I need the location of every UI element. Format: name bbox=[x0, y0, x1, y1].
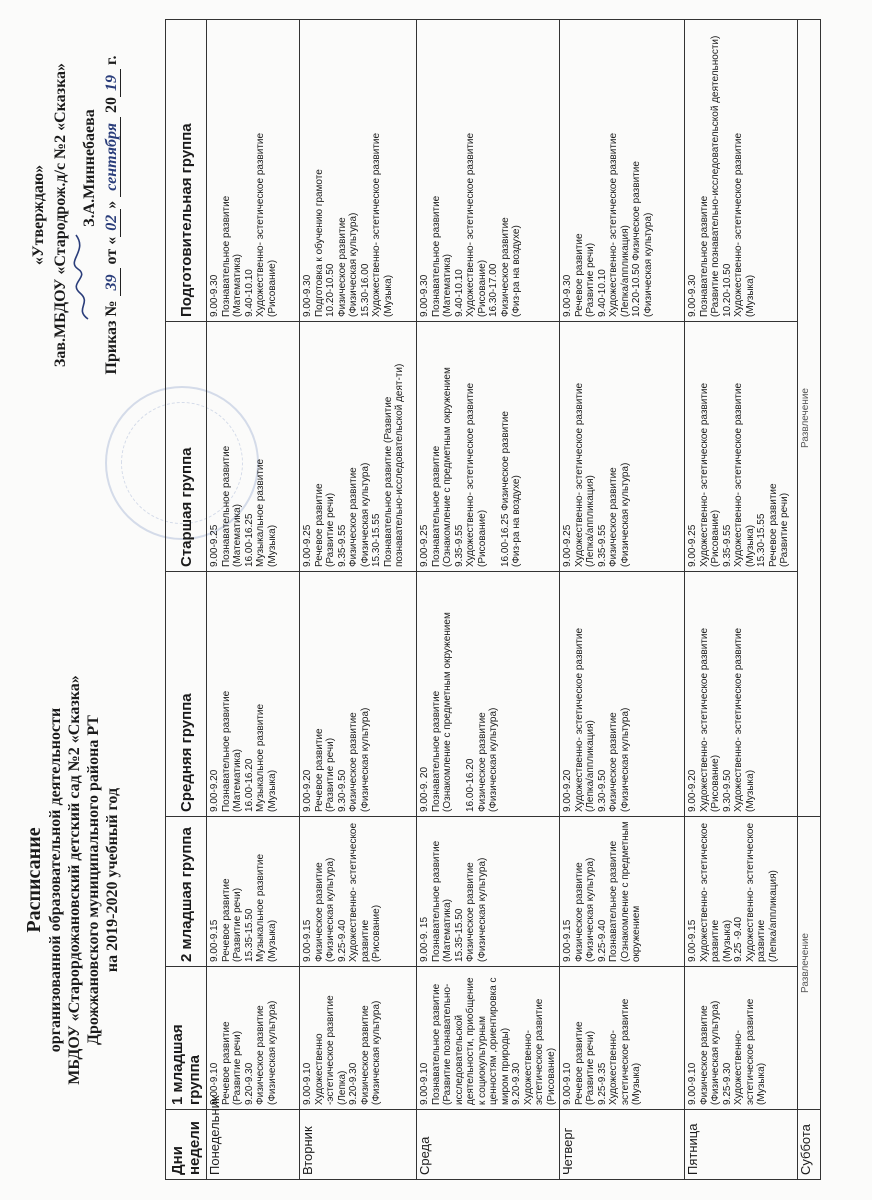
cell-line: Познавательное развитие bbox=[430, 195, 442, 317]
schedule-cell bbox=[207, 20, 300, 322]
cell-line: (Ознакомление с предметным окружением bbox=[442, 367, 453, 567]
order-day: 02 bbox=[103, 209, 121, 237]
day-cell: Понедельник bbox=[207, 1110, 300, 1180]
cell-line: Художественно- эстетическое развитие bbox=[465, 132, 476, 317]
approval-head-line: Зав.МБДОУ «Стародрож.д/с №2 «Сказка» bbox=[52, 62, 69, 368]
cell-line: 9.30-9.50 bbox=[596, 769, 608, 812]
schedule-cell bbox=[417, 572, 560, 817]
cell-line: Художественно- эстетическое развитие bbox=[733, 382, 744, 567]
cell-line: 9.00-9.15 bbox=[302, 919, 313, 962]
table-row bbox=[560, 20, 685, 1180]
cell-line: (Лепка) bbox=[336, 1070, 348, 1105]
cell-line: (Ознакомление с предметным окружением bbox=[619, 821, 642, 962]
cell-line: 9.00-9.20 bbox=[562, 769, 573, 812]
cell-line: 9.35-9.55 bbox=[453, 524, 465, 567]
cell-line: 9.00-9.10 bbox=[687, 1062, 698, 1105]
header-line-3: Дрожжановского муниципального района РТ bbox=[85, 715, 102, 1045]
cell-line: Художественно- эстетическое развитие bbox=[465, 382, 476, 567]
cell-line: Музыкальное развитие bbox=[255, 458, 266, 567]
cell-line: 9.00-9.25 bbox=[562, 524, 573, 567]
cell-line: Художественно- эстетическое развитие bbox=[698, 627, 710, 812]
cell-line: Художественно -эстетическое развитие bbox=[313, 995, 336, 1105]
header-line-2: МБДОУ «Старордожановский детский сад №2 «Сказка» bbox=[66, 675, 83, 1085]
cell-line: (Физическая культура) bbox=[619, 462, 631, 567]
cell-line: Физическое развитие bbox=[608, 467, 619, 567]
cell-line: 16.30-17.00 bbox=[488, 263, 499, 317]
cell-line: (Развитие речи) bbox=[325, 492, 336, 567]
cell-line: 9.00-9.30 bbox=[687, 274, 698, 317]
cell-line: 9.00-9. 20 bbox=[419, 766, 430, 812]
cell-line: (Музыка) bbox=[721, 919, 733, 962]
cell-line: Познавательное развитие bbox=[698, 195, 710, 317]
cell-line: (Рисование) bbox=[476, 259, 488, 317]
cell-line: Художественно- эстетическое развитие bbox=[573, 382, 585, 567]
cell-line: Художественно- эстетическое развитие bbox=[698, 822, 721, 962]
cell-line: 9.35-9.55 bbox=[596, 524, 608, 567]
cell-line: (Музыка) bbox=[266, 769, 278, 812]
cell-line: Физическое развитие bbox=[698, 1005, 710, 1105]
table-body bbox=[207, 20, 821, 1180]
cell-line: Познавательное развитие bbox=[430, 983, 442, 1105]
order-mid: » bbox=[103, 200, 120, 209]
cell-line: Физическое развитие bbox=[573, 862, 585, 962]
cell-line: (Ознакомление с предметным окружением bbox=[442, 612, 453, 812]
cell-line: (Лепка/аппликация) bbox=[585, 720, 596, 812]
cell-line: Познавательное развитие (Развитие познавательно-исследовательской деят-ти) bbox=[382, 363, 405, 567]
cell-line: Художественно- эстетическое развитие bbox=[698, 382, 710, 567]
schedule-cell bbox=[560, 322, 685, 572]
cell-line: (Физическая культура) bbox=[348, 212, 359, 317]
cell-line: Физическое развитие bbox=[499, 217, 511, 317]
cell-line: 16.00-16.25 bbox=[243, 513, 255, 567]
cell-line: (Математика) bbox=[232, 253, 243, 317]
cell-line: 9.00-9.30 bbox=[562, 274, 573, 317]
cell-line: 9.25-9.30 bbox=[721, 1062, 733, 1105]
header-line-4: на 2019-2020 учебный год bbox=[104, 787, 121, 973]
cell-line: (Физ-ра на воздухе) bbox=[511, 475, 522, 567]
order-suffix: г. bbox=[103, 55, 120, 65]
cell-line: (Лепка/аппликация) bbox=[619, 225, 631, 317]
order-from: от « bbox=[103, 236, 120, 265]
schedule-cell bbox=[685, 967, 798, 1110]
cell-line: Познавательное развитие bbox=[430, 840, 442, 962]
cell-line: (Рисование) bbox=[710, 754, 721, 812]
cell-line: Речевое развитие bbox=[573, 233, 585, 317]
header-line-1: организованной образовательной деятельности bbox=[47, 707, 64, 1053]
cell-line: 9.00-9.25 bbox=[302, 524, 313, 567]
cell-line: 16.00-16.25 Физическое развитие bbox=[499, 411, 511, 567]
cell-line: (Развитие речи) bbox=[585, 1030, 596, 1105]
cell-line: Подготовка к обучению грамоте bbox=[313, 169, 325, 317]
header-group-4: Старшая группа bbox=[166, 322, 207, 572]
saturday-note-older: Развлечение bbox=[798, 20, 821, 817]
header-group-2: 2 младшая группа bbox=[166, 817, 207, 967]
schedule-cell bbox=[207, 967, 300, 1110]
cell-line: 9.25 -9.40 bbox=[733, 916, 744, 962]
cell-line: Художественно- эстетическое развитие bbox=[371, 132, 382, 317]
schedule-cell bbox=[300, 817, 417, 967]
schedule-table bbox=[165, 19, 821, 1180]
schedule-cell bbox=[300, 322, 417, 572]
cell-line: (Математика) bbox=[442, 898, 453, 962]
cell-line: Физическое развитие bbox=[336, 217, 348, 317]
schedule-cell bbox=[560, 572, 685, 817]
header-days: Дни недели bbox=[166, 1110, 207, 1180]
approval-name-line bbox=[72, 50, 101, 380]
cell-line: 9.00-9.25 bbox=[209, 524, 220, 567]
schedule-cell bbox=[300, 572, 417, 817]
schedule-cell bbox=[560, 967, 685, 1110]
order-year-prefix: 20 bbox=[103, 97, 120, 113]
cell-line: (Математика) bbox=[442, 253, 453, 317]
cell-line: Речевое развитие bbox=[573, 1021, 585, 1105]
table-header-row bbox=[166, 20, 207, 1180]
cell-line: (Физическая культура) bbox=[371, 1000, 382, 1105]
cell-line: (Развитие познавательно-исследовательской деятельности, приобщение к социокультурным ценностям ,ориентировка с миром природы) bbox=[442, 977, 511, 1105]
schedule-cell bbox=[685, 20, 798, 322]
signature-icon bbox=[81, 227, 98, 321]
cell-line: (Развитие речи) bbox=[232, 887, 243, 962]
cell-line: 9.00-9.10 bbox=[302, 1062, 313, 1105]
cell-line: (Физическая культура) bbox=[359, 462, 371, 567]
cell-line: 9.00-9.15 bbox=[562, 919, 573, 962]
cell-line: 9.30-9.50 bbox=[336, 769, 348, 812]
cell-line: Физическое развитие bbox=[476, 712, 488, 812]
cell-line: 15.30-16.00 bbox=[359, 263, 371, 317]
table-row bbox=[300, 20, 417, 1180]
cell-line: Познавательное развитие bbox=[220, 690, 232, 812]
table-row bbox=[207, 20, 300, 1180]
order-prefix: Приказ № bbox=[103, 300, 120, 375]
cell-line: Музыкальное развитие bbox=[255, 703, 266, 812]
cell-line: Художественно- эстетическое развитие bbox=[744, 822, 767, 962]
cell-line: 9.30-9.50 bbox=[721, 769, 733, 812]
cell-line: Физическое развитие bbox=[465, 862, 476, 962]
cell-line: (Музыка) bbox=[756, 1062, 767, 1105]
cell-line: Физическое развитие bbox=[359, 1005, 371, 1105]
cell-line: Речевое развитие bbox=[220, 878, 232, 962]
cell-line: (Музыка) bbox=[266, 919, 278, 962]
cell-line: Познавательное развитие bbox=[220, 195, 232, 317]
cell-line: (Физическая культура) bbox=[488, 707, 499, 812]
cell-line: 9.20-9.30 bbox=[243, 1062, 255, 1105]
cell-line: (Лепка/аппликация) bbox=[585, 475, 596, 567]
cell-line: 9.35-9.55 bbox=[721, 524, 733, 567]
cell-line: Речевое развитие bbox=[313, 728, 325, 812]
cell-line: 9.40-10.10 bbox=[243, 269, 255, 317]
cell-line: (Развитие речи) bbox=[232, 1030, 243, 1105]
cell-line: Познавательное развитие bbox=[220, 445, 232, 567]
day-cell: Суббота bbox=[798, 1110, 821, 1180]
document-title: Расписание bbox=[23, 827, 45, 933]
cell-line: (Музыка) bbox=[744, 769, 756, 812]
cell-line: Художественно- эстетическое развитие bbox=[255, 132, 266, 317]
table-row bbox=[685, 20, 798, 1180]
cell-line: (Музыка) bbox=[744, 524, 756, 567]
order-line bbox=[101, 50, 123, 380]
cell-line: 9.00-9.20 bbox=[687, 769, 698, 812]
cell-line: (Физическая культура) bbox=[359, 707, 371, 812]
cell-line: 16.00-16.20 bbox=[243, 758, 255, 812]
cell-line: Познавательное развитие bbox=[608, 840, 619, 962]
cell-line: Физическое развитие bbox=[313, 862, 325, 962]
cell-line: Художественно- эстетическое развитие bbox=[608, 132, 619, 317]
cell-line: (Физическая культура) bbox=[476, 857, 488, 962]
cell-line: Познавательное развитие bbox=[430, 690, 442, 812]
schedule-cell bbox=[417, 20, 560, 322]
cell-line: Художественно- эстетическое развитие bbox=[348, 822, 371, 962]
schedule-cell bbox=[207, 572, 300, 817]
cell-line: 9.00-9.15 bbox=[209, 919, 220, 962]
cell-line: Художественно- эстетическое развитие bbox=[733, 627, 744, 812]
cell-line: Речевое развитие bbox=[767, 483, 779, 567]
day-cell: Вторник bbox=[300, 1110, 417, 1180]
approval-block bbox=[28, 50, 123, 380]
cell-line: (Рисование) bbox=[266, 259, 278, 317]
cell-line: (Музыка) bbox=[382, 274, 394, 317]
approval-name: З.А.Миннебаева bbox=[81, 109, 98, 227]
schedule-cell bbox=[685, 322, 798, 572]
cell-line: 9.00-9.25 bbox=[687, 524, 698, 567]
cell-line: 15.35-15.50 bbox=[243, 908, 255, 962]
cell-line: 9.00-9.30 bbox=[302, 274, 313, 317]
cell-line: Речевое развитие bbox=[220, 1021, 232, 1105]
order-year: 19 bbox=[103, 69, 121, 97]
cell-line: Художественно- эстетическое развитие bbox=[522, 998, 545, 1105]
cell-line: Речевое развитие bbox=[313, 483, 325, 567]
cell-line: Физическое развитие bbox=[348, 712, 359, 812]
schedule-cell bbox=[685, 572, 798, 817]
schedule-cell bbox=[685, 817, 798, 967]
cell-line: 9.20-9.30 bbox=[348, 1062, 359, 1105]
cell-line: (Развитие познавательно-исследовательской деятельности) bbox=[710, 35, 721, 317]
cell-line: (Лепка/аппликация) bbox=[767, 870, 779, 962]
cell-line: 9.00-9. 15 bbox=[419, 916, 430, 962]
order-number: 39 bbox=[103, 268, 121, 296]
schedule-cell bbox=[560, 20, 685, 322]
cell-line: Физическое развитие bbox=[348, 467, 359, 567]
schedule-cell bbox=[300, 967, 417, 1110]
cell-line: 9.25-9.40 bbox=[336, 919, 348, 962]
schedule-cell bbox=[300, 20, 417, 322]
cell-line: (Физ-ра на воздухе) bbox=[511, 225, 522, 317]
schedule-cell bbox=[560, 817, 685, 967]
cell-line: 9.00-9.30 bbox=[209, 274, 220, 317]
cell-line: Физическое развитие bbox=[255, 1005, 266, 1105]
schedule-cell bbox=[417, 817, 560, 967]
cell-line: (Музыка) bbox=[744, 274, 756, 317]
cell-line: Художественно- эстетическое развитие bbox=[733, 998, 756, 1105]
cell-line: 9.00-9.20 bbox=[209, 769, 220, 812]
cell-line: 9.40-10.10 bbox=[453, 269, 465, 317]
header-group-3: Средняя группа bbox=[166, 572, 207, 817]
cell-line: (Развитие речи) bbox=[585, 242, 596, 317]
cell-line: (Рисование) bbox=[476, 509, 488, 567]
cell-line: (Математика) bbox=[232, 748, 243, 812]
cell-line: 9.00-9.15 bbox=[687, 919, 698, 962]
cell-line: 9.00-9.10 bbox=[419, 1062, 430, 1105]
schedule-cell bbox=[417, 322, 560, 572]
cell-line: 9.00-9.30 bbox=[419, 274, 430, 317]
cell-line: Физическое развитие bbox=[608, 712, 619, 812]
cell-line: (Физическая культура) bbox=[710, 1000, 721, 1105]
cell-line: 9.20-9.30 bbox=[511, 1062, 522, 1105]
schedule-cell bbox=[207, 817, 300, 967]
cell-line: (Рисование) bbox=[371, 904, 382, 962]
day-cell: Пятница bbox=[685, 1110, 798, 1180]
cell-line: (Физическая культура) bbox=[642, 212, 654, 317]
table-row bbox=[417, 20, 560, 1180]
cell-line: 10.20-10.50 Физическое развитие bbox=[631, 161, 642, 317]
approval-title: «Утверждаю» bbox=[30, 164, 47, 266]
cell-line: 15.30-15.55 bbox=[756, 513, 767, 567]
cell-line: 16.00-16.20 bbox=[465, 758, 476, 812]
cell-line: (Рисование) bbox=[545, 1047, 557, 1105]
header-group-1: 1 младшая группа bbox=[166, 967, 207, 1110]
cell-line: 9.25-9.40 bbox=[596, 919, 608, 962]
schedule-cell bbox=[417, 967, 560, 1110]
cell-line: Музыкальное развитие bbox=[255, 853, 266, 962]
cell-line: 9.35-9.55 bbox=[336, 524, 348, 567]
cell-line: (Музыка) bbox=[266, 524, 278, 567]
cell-line: Познавательное развитие bbox=[430, 445, 442, 567]
cell-line: (Развитие речи) bbox=[779, 492, 790, 567]
cell-line: (Развитие речи) bbox=[325, 737, 336, 812]
document-header bbox=[22, 600, 122, 1160]
cell-line: Художественно- эстетическое развитие bbox=[608, 998, 631, 1105]
cell-line: (Математика) bbox=[232, 503, 243, 567]
cell-line: (Рисование) bbox=[710, 509, 721, 567]
cell-line: (Физическая культура) bbox=[266, 1000, 278, 1105]
header-group-5: Подготовительная группа bbox=[166, 20, 207, 322]
schedule-cell bbox=[207, 322, 300, 572]
cell-line: Художественно- эстетическое развитие bbox=[573, 627, 585, 812]
cell-line: 9.00-9.25 bbox=[419, 524, 430, 567]
cell-line bbox=[454, 576, 466, 812]
cell-line: 9.00-9.10 bbox=[209, 1062, 220, 1105]
cell-line: 15.35-15.50 bbox=[453, 908, 465, 962]
cell-line: (Физическая культура) bbox=[585, 857, 596, 962]
cell-line bbox=[488, 326, 500, 567]
table-row-saturday bbox=[798, 20, 821, 1180]
cell-line: (Физическая культура) bbox=[325, 857, 336, 962]
day-cell: Среда bbox=[417, 1110, 560, 1180]
cell-line: 15.30-15.55 bbox=[371, 513, 382, 567]
cell-line: Художественно- эстетическое развитие bbox=[733, 132, 744, 317]
day-cell: Четверг bbox=[560, 1110, 685, 1180]
cell-line: (Музыка) bbox=[631, 1062, 642, 1105]
cell-line: 10.20-10.50 bbox=[721, 263, 733, 317]
cell-line: 9.00-9.10 bbox=[562, 1062, 573, 1105]
order-month: сентября bbox=[103, 117, 121, 197]
saturday-note-young: Развлечение bbox=[798, 817, 821, 1110]
cell-line: 9.40-10.10 bbox=[596, 269, 608, 317]
cell-line: (Физическая культура) bbox=[619, 707, 631, 812]
cell-line: 10.20-10.50 bbox=[325, 263, 336, 317]
cell-line: 9.25-9.35 bbox=[596, 1062, 608, 1105]
cell-line: 9.00-9.20 bbox=[302, 769, 313, 812]
